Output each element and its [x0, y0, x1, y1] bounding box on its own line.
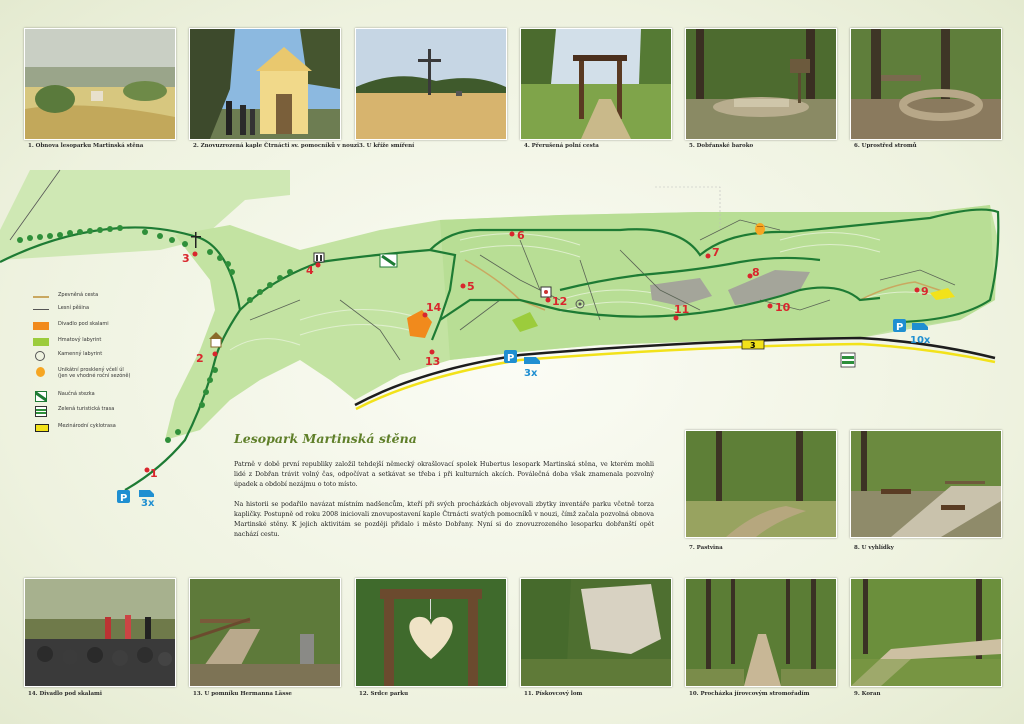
svg-text:2: 2 — [196, 352, 204, 365]
cross-icon — [191, 232, 201, 248]
caption-photo-4: 4. Přerušená polní cesta — [524, 143, 599, 149]
svg-text:P: P — [507, 353, 515, 364]
article-paragraph-1: Patrně v době první republiky založil tehdejší německý okrašlovací spolek Hubertus lesopark Martinská stěna, ve kterém mohli lidé z Dobřan trávit volný čas, odpočívat a setkávat se třeba i při kulturních akcích. Poválečná doba však znamenala pozvolný úpadek a období nezájmu o toto místo. — [234, 461, 654, 488]
parking-1[interactable] — [117, 490, 155, 509]
svg-text:8: 8 — [752, 266, 760, 279]
caption-photo-12: 12. Srdce parku — [359, 691, 409, 697]
green-route-map-icon — [841, 353, 855, 367]
educational-trail-icon — [33, 391, 49, 401]
parking-2[interactable] — [504, 350, 540, 379]
cycle-route-badge — [742, 340, 764, 350]
legend-item-stone-labyrinth: Kamenný labyrint — [33, 351, 102, 363]
beehive-map-icon — [755, 223, 765, 235]
svg-text:P: P — [896, 322, 904, 333]
stop-marker-9[interactable] — [915, 285, 929, 298]
svg-text:9: 9 — [921, 285, 929, 298]
svg-text:3: 3 — [750, 341, 756, 350]
svg-text:3x: 3x — [141, 498, 155, 509]
svg-text:12: 12 — [552, 295, 568, 308]
stop-marker-5[interactable] — [461, 280, 475, 293]
green-route-icon — [33, 406, 49, 416]
stop-marker-6[interactable] — [510, 229, 526, 242]
photo-chestnut-alley — [685, 578, 837, 687]
legend-item-educational-trail: Naučná stezka — [33, 391, 95, 403]
stop-marker-8[interactable] — [748, 266, 760, 279]
educational-trail-map-icon — [380, 254, 397, 267]
caption-photo-6: 6. Uprostřed stromů — [854, 143, 917, 149]
caption-photo-1: 1. Obnova lesoparku Martinská stěna — [28, 143, 144, 149]
cycle-route-icon — [33, 423, 49, 433]
beehive-icon — [33, 367, 49, 377]
caption-photo-3: 3. U kříže smíření — [359, 143, 415, 149]
svg-text:6: 6 — [517, 229, 525, 242]
svg-text:13: 13 — [425, 355, 441, 368]
caption-photo-7: 7. Pastvina — [689, 545, 723, 551]
svg-text:4: 4 — [306, 264, 314, 277]
legend-item-theatre: Divadlo pod skalami — [33, 321, 109, 333]
beehive-area — [930, 288, 955, 300]
stop-marker-1[interactable] — [145, 467, 158, 480]
legend-item-green-route: Zelená turistická trasa — [33, 406, 114, 418]
legend-item-paved-path: Zpevněná cesta — [33, 292, 98, 304]
legend-item-forest-path: Lesní pěšina — [33, 305, 89, 317]
photo-heart — [355, 578, 507, 687]
legend-item-beehive: Unikátní prosklený včelí úl (jen ve vhodné roční sezóně) — [33, 367, 130, 379]
stone-labyrinth-icon — [33, 351, 49, 361]
svg-text:5: 5 — [467, 280, 475, 293]
caption-photo-9: 9. Koran — [854, 691, 881, 697]
caption-photo-8: 8. U vyhlídky — [854, 545, 894, 551]
caption-photo-14: 14. Divadlo pod skalami — [28, 691, 102, 697]
stop-marker-7[interactable] — [706, 246, 720, 259]
article-title: Lesopark Martinská stěna — [234, 431, 417, 446]
stop-marker-4[interactable] — [306, 263, 321, 278]
svg-text:7: 7 — [712, 246, 720, 259]
caption-photo-13: 13. U pomníku Hermanna Lässe — [193, 691, 292, 697]
chapel-icon — [209, 332, 223, 347]
caption-photo-10: 10. Procházka jírovcovým stromořadím — [689, 691, 810, 697]
legend-item-tactile-labyrinth: Hmatový labyrint — [33, 337, 101, 349]
gate-icon — [314, 253, 324, 262]
legend-item-cycle-route: Mezinárodní cyklotrasa — [33, 423, 116, 435]
svg-text:P: P — [120, 493, 128, 504]
svg-text:3x: 3x — [524, 368, 538, 379]
article-paragraph-2: Na historii se podařilo navázat místním nadšencům, kteří při svých procházkách objevovali zbytky inventáře parku včetně torza kapličky. Postupně od roku 2008 iniciovali znovupostavení kaple Čtrnácti svatých pomocníků v nouzi, čímž začala pozvolná obnova Martinské stěny. K jejich aktivitám se později přidalo i město Dobřany. Nyní si do znovuzrozeného lesoparku dobřanští opět nachází cestu. — [234, 501, 654, 538]
stop-marker-13[interactable] — [425, 350, 440, 369]
caption-photo-2: 2. Znovuzrozená kaple Čtrnácti sv. pomocníků v nouzi — [193, 143, 360, 149]
photo-pasture — [685, 430, 837, 538]
stop-marker-3[interactable] — [182, 252, 198, 266]
parking-3[interactable] — [893, 319, 931, 346]
svg-text:3: 3 — [182, 252, 190, 265]
svg-text:10: 10 — [775, 301, 791, 314]
photo-theatre — [24, 578, 176, 687]
photo-viewpoint — [850, 430, 1002, 538]
caption-photo-5: 5. Dobřanské baroko — [689, 143, 754, 149]
svg-text:10x: 10x — [910, 335, 931, 346]
stop-marker-10[interactable] — [768, 301, 791, 314]
stop-marker-11[interactable] — [674, 303, 690, 321]
svg-text:11: 11 — [674, 303, 690, 316]
caption-photo-11: 11. Pískovcový lom — [524, 691, 583, 697]
photo-monument — [189, 578, 341, 687]
svg-text:14: 14 — [426, 301, 442, 314]
photo-quarry — [520, 578, 672, 687]
heart-gate-icon — [541, 287, 551, 297]
stop-marker-2[interactable] — [196, 352, 218, 366]
stone-labyrinth-map-icon — [576, 300, 584, 308]
photo-koran — [850, 578, 1002, 687]
svg-text:1: 1 — [150, 467, 158, 480]
stop-marker-14[interactable] — [423, 301, 442, 318]
